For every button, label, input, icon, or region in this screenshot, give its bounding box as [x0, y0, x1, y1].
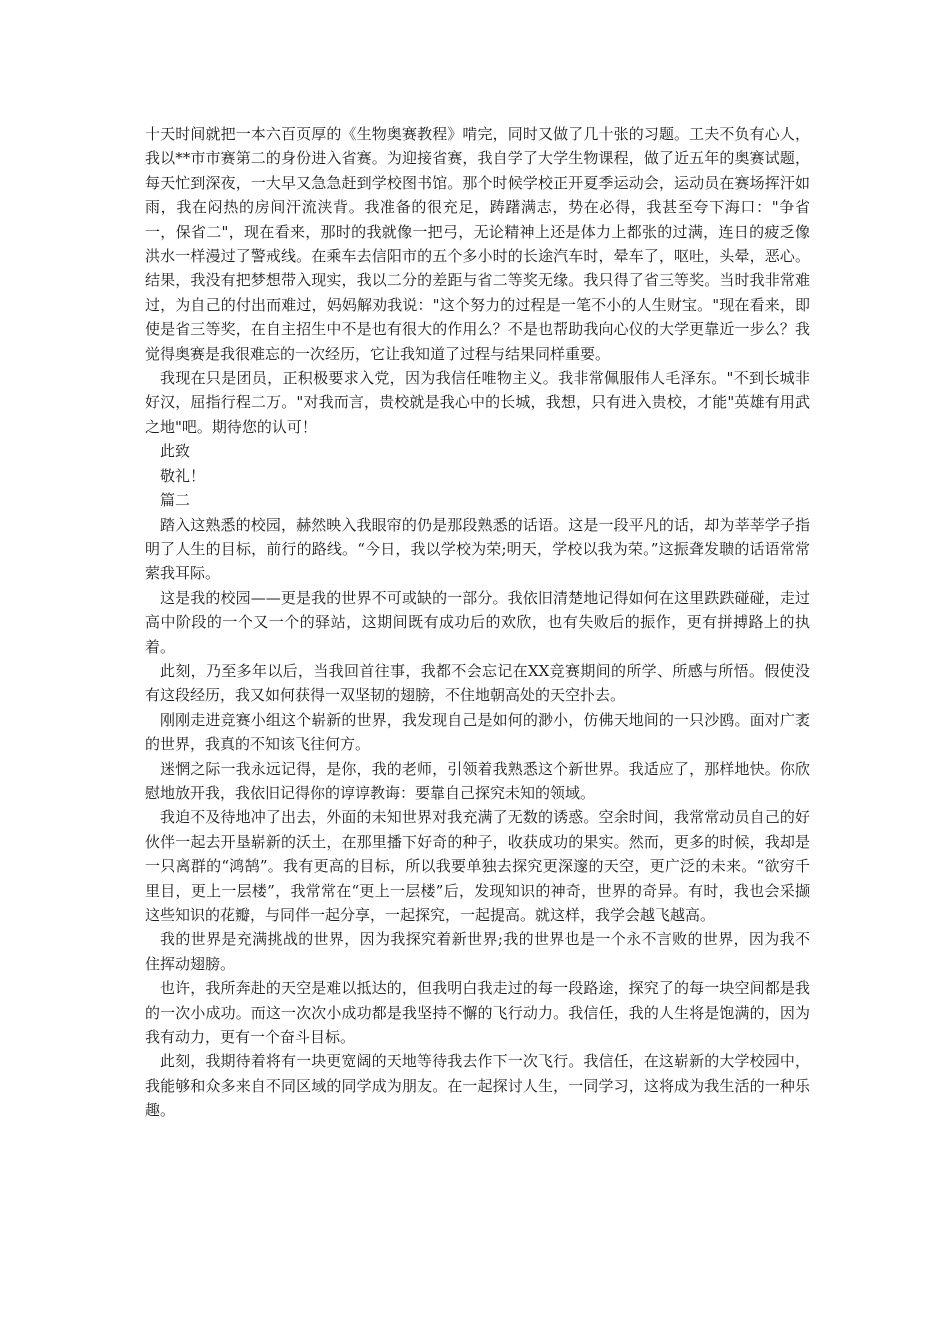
paragraph: 我的世界是充满挑战的世界，因为我探究着新世界;我的世界也是一个永不言败的世界，因为我不住挥动翅膀。: [145, 930, 810, 973]
paragraph: 迷惘之际一我永远记得，是你，我的老师，引领着我熟悉这个新世界。我适应了，那样地快。你欣慰地放开我，我依旧记得你的谆谆教诲：要靠自己探究未知的领域。: [145, 759, 810, 802]
paragraph: 这是我的校园——更是我的世界不可或缺的一部分。我依旧清楚地记得如何在这里跌跌碰碰，走过高中阶段的一个又一个的驿站，这期间既有成功后的欢欣，也有失败后的振作，更有拼搏路上的执着。: [145, 588, 810, 656]
paragraph: 我迫不及待地冲了出去，外面的未知世界对我充满了无数的诱惑。空余时间，我常常动员自己的好伙伴一起去开垦崭新的沃土，在那里播下好奇的种子，收获成功的果实。然而，更多的时候，我却是一只离群的“鸿鹄”。我有更高的目标，所以我要单独去探究更深邃的天空，更广泛的未来。“欲穷千里目，更上一层楼”，我常常在“更上一层楼”后，发现知识的神奇，世界的奇异。有时，我也会采撷这些知识的花瓣，与同伴一起分享，一起探究，一起提高。就这样，我学会越飞越高。: [145, 808, 810, 924]
closing-salutation: 此致: [160, 442, 191, 461]
paragraph: 此刻，乃至多年以后，当我回首往事，我都不会忘记在XX竞赛期间的所学、所感与所悟。假使没有这段经历，我又如何获得一双坚韧的翅膀，不住地朝高处的天空扑去。: [145, 661, 810, 705]
paragraph-continuation: 十天时间就把一本六百页厚的《生物奥赛教程》啃完，同时又做了几十张的习题。工夫不负有心人，我以**市市赛第二的身份进入省赛。为迎接省赛，我自学了大学生物课程，做了近五年的奥赛试题，每天忙到深夜，一大早又急急赶到学校图书馆。那个时候学校正开夏季运动会，运动员在赛场挥汗如雨，我在闷热的房间汗流浃背。我准备的很充足，踌躇满志，势在必得，我甚至夸下海口："争省一，保省二"，现在看来，那时的我就像一把弓，无论精神上还是体力上都张的过满，连日的疲乏像洪水一样漫过了警戒线。在乘车去信阳市的五个多小时的长途汽车时，晕车了，呕吐，头晕，恶心。结果，我没有把梦想带入现实，我以二分的差距与省二等奖无缘。我只得了省三等奖。当时我非常难过，为自己的付出而难过，妈妈解劝我说："这个努力的过程是一笔不小的人生财宝。"现在看来，即使是省三等奖，在自主招生中不是也有很大的作用么？不是也帮助我向心仪的大学更靠近一步么？我觉得奥赛是我很难忘的一次经历，它让我知道了过程与结果同样重要。: [145, 125, 810, 363]
paragraph: 也许，我所奔赴的天空是难以抵达的，但我明白我走过的每一段路途，探究了的每一块空间都是我的一次小成功。而这一次次小成功都是我坚持不懈的飞行动力。我信任，我的人生将是饱满的，因为我有动力，更有一个奋斗目标。: [145, 979, 810, 1047]
paragraph: 刚刚走进竞赛小组这个崭新的世界，我发现自己是如何的渺小，仿佛天地间的一只沙鸥。面对广袤的世界，我真的不知该飞往何方。: [145, 710, 810, 754]
paragraph: 此刻，我期待着将有一块更宽阔的天地等待我去作下一次飞行。我信任，在这崭新的大学校园中，我能够和众多来自不同区域的同学成为朋友。在一起探讨人生，一同学习，这将成为我生活的一种乐趣。: [145, 1052, 810, 1120]
paragraph: 踏入这熟悉的校园，赫然映入我眼帘的仍是那段熟悉的话语。这是一段平凡的话，却为莘莘学子指明了人生的目标，前行的路线。“今日，我以学校为荣;明天，学校以我为荣。”这振聋发聩的话语常常萦我耳际。: [145, 515, 810, 583]
closing-regards: 敬礼！: [160, 466, 206, 485]
section-heading: 篇二: [160, 491, 191, 510]
paragraph-party: 我现在只是团员，正积极要求入党，因为我信任唯物主义。我非常佩服伟人毛泽东。"不到长城非好汉，屈指行程二万。"对我而言，贵校就是我心中的长城，我想，只有进入贵校，才能"英雄有用武之地"吧。期待您的认可！: [145, 369, 810, 436]
document-body: [145, 122, 810, 1123]
